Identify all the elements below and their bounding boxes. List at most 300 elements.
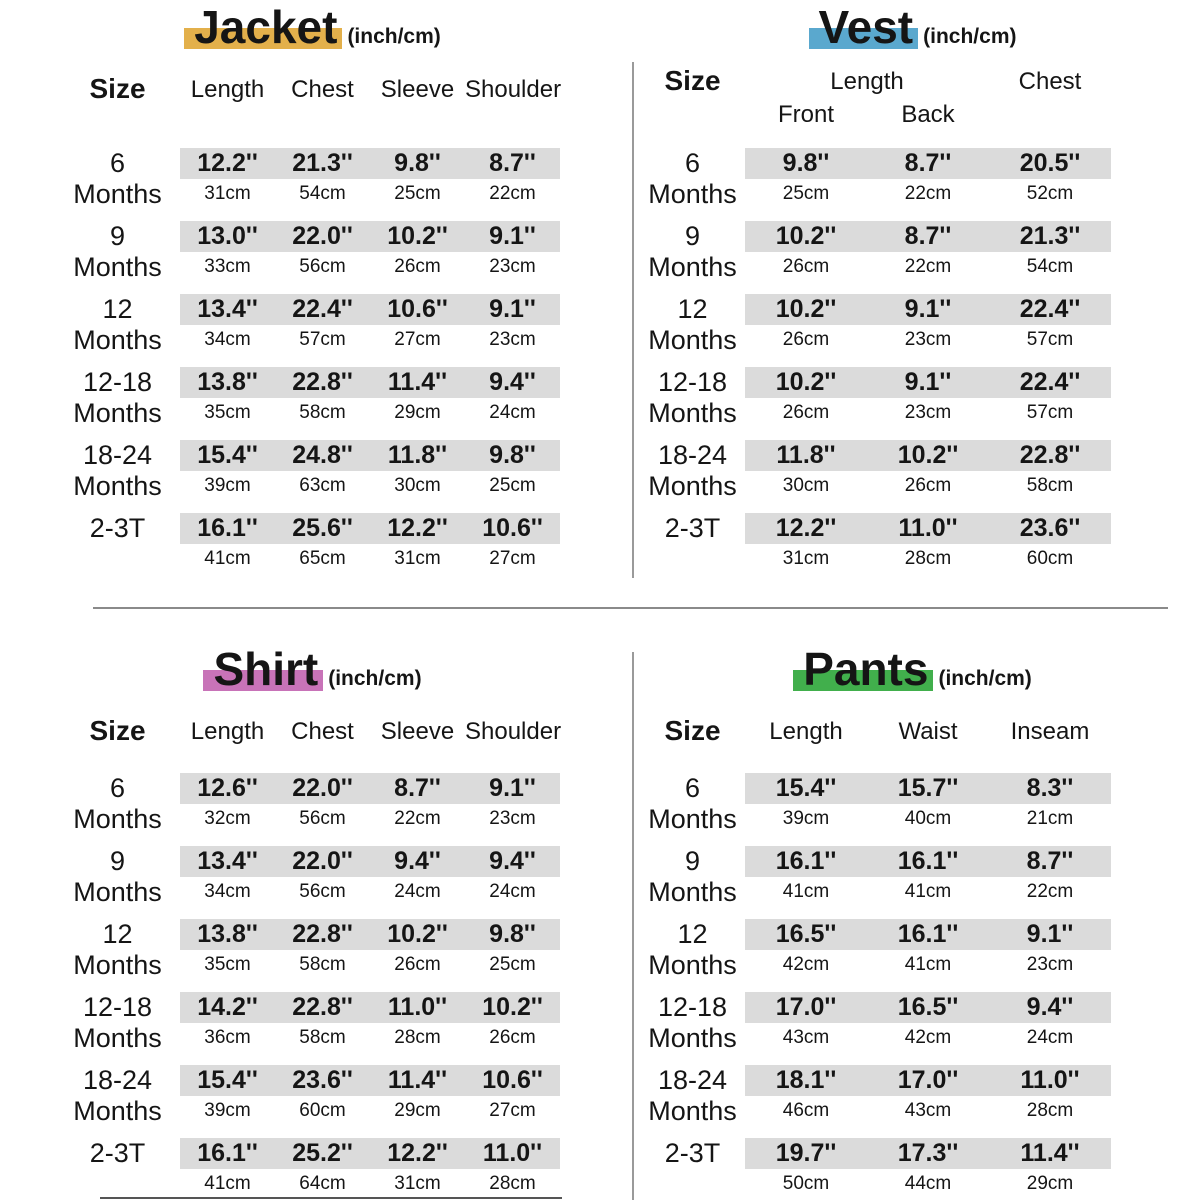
table-header-row (55, 700, 635, 748)
table-row (55, 440, 635, 501)
cm-value: 28cm (394, 1027, 441, 1048)
size-label: 18-24 (82, 440, 153, 470)
inch-value: 16.1'' (745, 846, 867, 877)
table-row (55, 919, 635, 980)
cm-row (640, 252, 1200, 282)
inch-row (640, 440, 1200, 471)
table-row (640, 294, 1200, 355)
inch-value: 9.1'' (867, 294, 989, 325)
inch-value: 11.4'' (989, 1138, 1111, 1169)
size-label-line2: Months (73, 804, 162, 834)
cm-value: 27cm (489, 548, 536, 569)
cm-value: 24cm (489, 881, 536, 902)
size-label-line2: Months (73, 950, 162, 980)
inch-value: 21.3'' (989, 221, 1111, 252)
cm-value: 60cm (299, 1100, 346, 1121)
inch-value: 17.0'' (867, 1065, 989, 1096)
cm-row (640, 804, 1200, 834)
table-header-row (55, 58, 635, 106)
table-header-row (640, 700, 1200, 748)
table-row (640, 1065, 1200, 1126)
cm-value: 42cm (904, 1027, 952, 1048)
cm-row (55, 1023, 635, 1053)
inch-value: 11.0'' (989, 1065, 1111, 1096)
sub-column-header: Back (901, 101, 955, 128)
size-label: 12-18 (82, 992, 153, 1022)
inch-value: 17.0'' (745, 992, 867, 1023)
inch-value: 22.0'' (275, 846, 370, 877)
inch-value: 22.4'' (989, 367, 1111, 398)
inch-value: 22.4'' (275, 294, 370, 325)
size-label-line2: Months (73, 877, 162, 907)
inch-row (640, 148, 1200, 179)
inch-value: 22.0'' (275, 773, 370, 804)
shirt-title-text: Shirt (213, 643, 319, 695)
shirt-table (0, 700, 635, 1199)
inch-value: 11.0'' (867, 513, 989, 544)
cm-value: 42cm (782, 954, 830, 975)
size-label-line2: Months (648, 325, 737, 355)
cm-value: 24cm (1026, 1027, 1074, 1048)
inch-value: 10.2'' (745, 294, 867, 325)
inch-value: 10.2'' (465, 992, 560, 1023)
inch-value: 9.1'' (989, 919, 1111, 950)
inch-value: 11.0'' (370, 992, 465, 1023)
cm-row (55, 1169, 635, 1199)
size-label: 12-18 (657, 367, 728, 397)
cm-value: 24cm (489, 402, 536, 423)
cm-value: 22cm (1026, 881, 1074, 902)
inch-row (55, 221, 635, 252)
table-row (640, 221, 1200, 282)
cm-value: 56cm (299, 881, 346, 902)
inch-row (55, 1065, 635, 1096)
cm-row (640, 950, 1200, 980)
table-row (55, 148, 635, 209)
vest-title (818, 1, 914, 53)
cm-value: 54cm (1026, 256, 1074, 277)
size-label-line2: Months (73, 1023, 162, 1053)
inch-value: 14.2'' (180, 992, 275, 1023)
inch-value: 11.0'' (465, 1138, 560, 1169)
cm-value: 26cm (782, 256, 830, 277)
cm-value: 29cm (394, 402, 441, 423)
cm-value: 30cm (394, 475, 441, 496)
cm-row (640, 179, 1200, 209)
inch-row (640, 367, 1200, 398)
cm-value: 28cm (1026, 1100, 1074, 1121)
inch-row (640, 992, 1200, 1023)
inch-value: 22.0'' (275, 221, 370, 252)
column-header: Length (830, 68, 904, 95)
inch-value: 9.4'' (989, 992, 1111, 1023)
vest-section (635, 0, 1200, 608)
inch-row (55, 919, 635, 950)
table-rows (55, 148, 635, 574)
cm-value: 25cm (394, 183, 441, 204)
inch-value: 9.8'' (745, 148, 867, 179)
vest-unit-label: (inch/cm) (923, 25, 1017, 48)
cm-value: 22cm (904, 183, 952, 204)
cm-row (640, 544, 1200, 574)
cm-value: 54cm (299, 183, 346, 204)
cm-value: 33cm (204, 256, 251, 277)
inch-value: 10.6'' (465, 513, 560, 544)
pants-title (803, 643, 929, 695)
inch-value: 16.5'' (867, 992, 989, 1023)
inch-row (55, 148, 635, 179)
cm-value: 23cm (489, 329, 536, 350)
table-row (640, 440, 1200, 501)
cm-value: 24cm (394, 881, 441, 902)
jacket-table (0, 58, 635, 574)
pants-unit-label: (inch/cm) (938, 667, 1032, 690)
inch-value: 8.7'' (867, 148, 989, 179)
cm-value: 27cm (489, 1100, 536, 1121)
column-header: Waist (898, 718, 958, 745)
vertical-divider-bottom (632, 652, 634, 1200)
inch-value: 21.3'' (275, 148, 370, 179)
inch-row (640, 1065, 1200, 1096)
cm-value: 35cm (204, 954, 251, 975)
cm-value: 30cm (782, 475, 830, 496)
size-label-line2: Months (73, 325, 162, 355)
vest-table (635, 58, 1200, 574)
inch-value: 9.1'' (465, 294, 560, 325)
size-label-line2: Months (648, 1023, 737, 1053)
cm-value: 46cm (782, 1100, 830, 1121)
inch-value: 22.8'' (275, 367, 370, 398)
inch-row (640, 294, 1200, 325)
cm-value: 64cm (299, 1173, 346, 1194)
table-row (640, 846, 1200, 907)
inch-value: 10.2'' (370, 221, 465, 252)
inch-value: 9.4'' (465, 367, 560, 398)
inch-row (640, 773, 1200, 804)
cm-row (55, 325, 635, 355)
size-label: 2-3T (664, 1138, 721, 1168)
size-column-header: Size (89, 73, 146, 104)
cm-value: 26cm (394, 954, 441, 975)
cm-row (55, 252, 635, 282)
size-label: 6 (684, 148, 701, 178)
column-header: Shoulder (465, 76, 562, 103)
inch-value: 15.4'' (180, 1065, 275, 1096)
cm-value: 36cm (204, 1027, 251, 1048)
inch-value: 13.0'' (180, 221, 275, 252)
cm-value: 23cm (489, 256, 536, 277)
size-column-header: Size (664, 715, 721, 746)
inch-value: 8.7'' (867, 221, 989, 252)
cm-value: 56cm (299, 256, 346, 277)
inch-row (55, 367, 635, 398)
inch-value: 24.8'' (275, 440, 370, 471)
cm-row (55, 544, 635, 574)
inch-value: 11.8'' (745, 440, 867, 471)
inch-value: 13.4'' (180, 294, 275, 325)
column-header: Length (769, 718, 843, 745)
size-label-line2: Months (648, 471, 737, 501)
table-header-row (640, 58, 1200, 98)
cm-row (640, 398, 1200, 428)
inch-value: 13.4'' (180, 846, 275, 877)
inch-value: 9.4'' (370, 846, 465, 877)
size-label: 18-24 (657, 440, 728, 470)
cm-value: 34cm (204, 881, 251, 902)
inch-row (55, 992, 635, 1023)
inch-value: 9.4'' (465, 846, 560, 877)
table-row (640, 919, 1200, 980)
inch-value: 20.5'' (989, 148, 1111, 179)
cm-value: 52cm (1026, 183, 1074, 204)
size-label: 2-3T (89, 513, 146, 543)
table-row (55, 1138, 635, 1199)
size-label-line2: Months (648, 950, 737, 980)
table-row (55, 294, 635, 355)
inch-value: 12.2'' (745, 513, 867, 544)
size-label-line2: Months (648, 252, 737, 282)
cm-value: 41cm (904, 954, 952, 975)
cm-value: 58cm (1026, 475, 1074, 496)
table-row (55, 221, 635, 282)
cm-value: 58cm (299, 402, 346, 423)
inch-value: 15.4'' (745, 773, 867, 804)
size-label-line2: Months (73, 398, 162, 428)
inch-value: 16.1'' (180, 513, 275, 544)
cm-value: 40cm (904, 808, 952, 829)
table-row (640, 513, 1200, 574)
inch-value: 9.8'' (370, 148, 465, 179)
size-label-line2: Months (648, 1096, 737, 1126)
jacket-title-row (0, 0, 635, 58)
cm-row (55, 804, 635, 834)
inch-value: 16.1'' (867, 919, 989, 950)
inch-value: 11.8'' (370, 440, 465, 471)
cm-value: 26cm (782, 402, 830, 423)
inch-value: 23.6'' (989, 513, 1111, 544)
cm-value: 27cm (394, 329, 441, 350)
pants-table (635, 700, 1200, 1199)
size-label: 6 (109, 148, 126, 178)
inch-value: 8.7'' (370, 773, 465, 804)
cm-value: 31cm (204, 183, 251, 204)
pants-title-text: Pants (803, 643, 929, 695)
table-row (640, 992, 1200, 1053)
inch-value: 9.8'' (465, 440, 560, 471)
inch-row (640, 1138, 1200, 1169)
size-label-line2: Months (648, 398, 737, 428)
cm-row (55, 1096, 635, 1126)
size-label-line2: Months (73, 1096, 162, 1126)
inch-value: 12.6'' (180, 773, 275, 804)
cm-value: 26cm (489, 1027, 536, 1048)
cm-value: 57cm (299, 329, 346, 350)
inch-row (55, 513, 635, 544)
cm-value: 21cm (1026, 808, 1074, 829)
cm-row (640, 1023, 1200, 1053)
size-label: 6 (109, 773, 126, 803)
table-subheader-row (640, 98, 1200, 132)
table-row (55, 367, 635, 428)
size-column-header: Size (664, 65, 721, 96)
vertical-divider-top (632, 62, 634, 578)
inch-value: 9.1'' (867, 367, 989, 398)
size-label: 12 (677, 919, 708, 949)
inch-value: 10.6'' (370, 294, 465, 325)
inch-value: 25.2'' (275, 1138, 370, 1169)
table-rows (640, 148, 1200, 574)
inch-value: 8.7'' (989, 846, 1111, 877)
horizontal-divider-middle (93, 607, 1168, 609)
cm-value: 32cm (204, 808, 251, 829)
cm-row (640, 1096, 1200, 1126)
cm-value: 22cm (904, 256, 952, 277)
cm-value: 31cm (394, 548, 441, 569)
table-rows (640, 773, 1200, 1199)
size-label-line2: Months (73, 252, 162, 282)
size-label: 12 (677, 294, 708, 324)
shirt-unit-label: (inch/cm) (328, 667, 422, 690)
cm-value: 26cm (782, 329, 830, 350)
inch-value: 16.1'' (867, 846, 989, 877)
inch-value: 8.3'' (989, 773, 1111, 804)
size-label-line2: Months (648, 804, 737, 834)
horizontal-divider-bottom (100, 1197, 562, 1199)
cm-row (55, 398, 635, 428)
size-label: 9 (109, 221, 126, 251)
cm-value: 23cm (489, 808, 536, 829)
inch-value: 11.4'' (370, 367, 465, 398)
cm-value: 29cm (394, 1100, 441, 1121)
inch-row (640, 221, 1200, 252)
cm-value: 58cm (299, 954, 346, 975)
inch-value: 15.4'' (180, 440, 275, 471)
inch-row (55, 846, 635, 877)
cm-value: 23cm (904, 402, 952, 423)
jacket-section (0, 0, 635, 608)
jacket-title-text: Jacket (194, 1, 338, 53)
column-header: Chest (1018, 68, 1082, 95)
inch-value: 22.4'' (989, 294, 1111, 325)
size-label: 6 (684, 773, 701, 803)
column-header: Sleeve (380, 76, 455, 103)
size-label: 18-24 (657, 1065, 728, 1095)
size-label: 12 (102, 919, 133, 949)
cm-value: 41cm (904, 881, 952, 902)
size-label: 12-18 (657, 992, 728, 1022)
table-row (55, 513, 635, 574)
size-label: 9 (684, 221, 701, 251)
table-row (640, 1138, 1200, 1199)
size-label: 18-24 (82, 1065, 153, 1095)
size-label: 9 (684, 846, 701, 876)
shirt-section (0, 608, 635, 1200)
inch-value: 12.2'' (180, 148, 275, 179)
inch-value: 18.1'' (745, 1065, 867, 1096)
cm-value: 43cm (782, 1027, 830, 1048)
sub-column-header: Front (777, 101, 834, 128)
inch-value: 19.7'' (745, 1138, 867, 1169)
pants-section (635, 608, 1200, 1200)
inch-value: 16.1'' (180, 1138, 275, 1169)
cm-value: 58cm (299, 1027, 346, 1048)
vest-title-text: Vest (818, 1, 914, 53)
inch-row (640, 846, 1200, 877)
cm-value: 41cm (782, 881, 830, 902)
pants-title-row (635, 608, 1200, 700)
cm-row (55, 877, 635, 907)
inch-row (55, 1138, 635, 1169)
column-header: Shoulder (465, 718, 562, 745)
cm-value: 41cm (204, 1173, 251, 1194)
cm-row (55, 179, 635, 209)
inch-value: 15.7'' (867, 773, 989, 804)
table-row (640, 148, 1200, 209)
cm-value: 50cm (782, 1173, 830, 1194)
inch-value: 10.2'' (745, 221, 867, 252)
cm-value: 31cm (394, 1173, 441, 1194)
size-label: 2-3T (664, 513, 721, 543)
inch-value: 10.2'' (867, 440, 989, 471)
cm-value: 23cm (1026, 954, 1074, 975)
table-row (640, 773, 1200, 834)
cm-value: 25cm (782, 183, 830, 204)
column-header: Chest (291, 76, 354, 103)
jacket-title (194, 1, 338, 53)
inch-value: 11.4'' (370, 1065, 465, 1096)
column-header: Chest (291, 718, 354, 745)
cm-value: 26cm (904, 475, 952, 496)
cm-value: 31cm (782, 548, 830, 569)
cm-value: 57cm (1026, 402, 1074, 423)
size-label-line2: Months (73, 179, 162, 209)
inch-value: 13.8'' (180, 919, 275, 950)
cm-value: 35cm (204, 402, 251, 423)
inch-value: 8.7'' (465, 148, 560, 179)
size-label-line2: Months (73, 471, 162, 501)
cm-row (640, 325, 1200, 355)
table-row (55, 846, 635, 907)
cm-value: 56cm (299, 808, 346, 829)
inch-value: 10.2'' (745, 367, 867, 398)
inch-value: 13.8'' (180, 367, 275, 398)
size-label: 9 (109, 846, 126, 876)
shirt-title (213, 643, 319, 695)
column-header: Length (190, 718, 265, 745)
table-row (55, 773, 635, 834)
column-header: Sleeve (380, 718, 455, 745)
column-header: Length (190, 76, 265, 103)
cm-value: 41cm (204, 548, 251, 569)
cm-value: 65cm (299, 548, 346, 569)
cm-value: 23cm (904, 329, 952, 350)
cm-value: 57cm (1026, 329, 1074, 350)
cm-value: 63cm (299, 475, 346, 496)
jacket-unit-label: (inch/cm) (347, 25, 441, 48)
cm-value: 39cm (204, 475, 251, 496)
cm-value: 39cm (204, 1100, 251, 1121)
inch-row (55, 294, 635, 325)
size-label-line2: Months (648, 877, 737, 907)
table-rows (55, 773, 635, 1199)
inch-value: 9.8'' (465, 919, 560, 950)
cm-value: 43cm (904, 1100, 952, 1121)
inch-row (55, 773, 635, 804)
shirt-title-row (0, 608, 635, 700)
table-row (640, 367, 1200, 428)
inch-value: 12.2'' (370, 1138, 465, 1169)
cm-value: 60cm (1026, 548, 1074, 569)
